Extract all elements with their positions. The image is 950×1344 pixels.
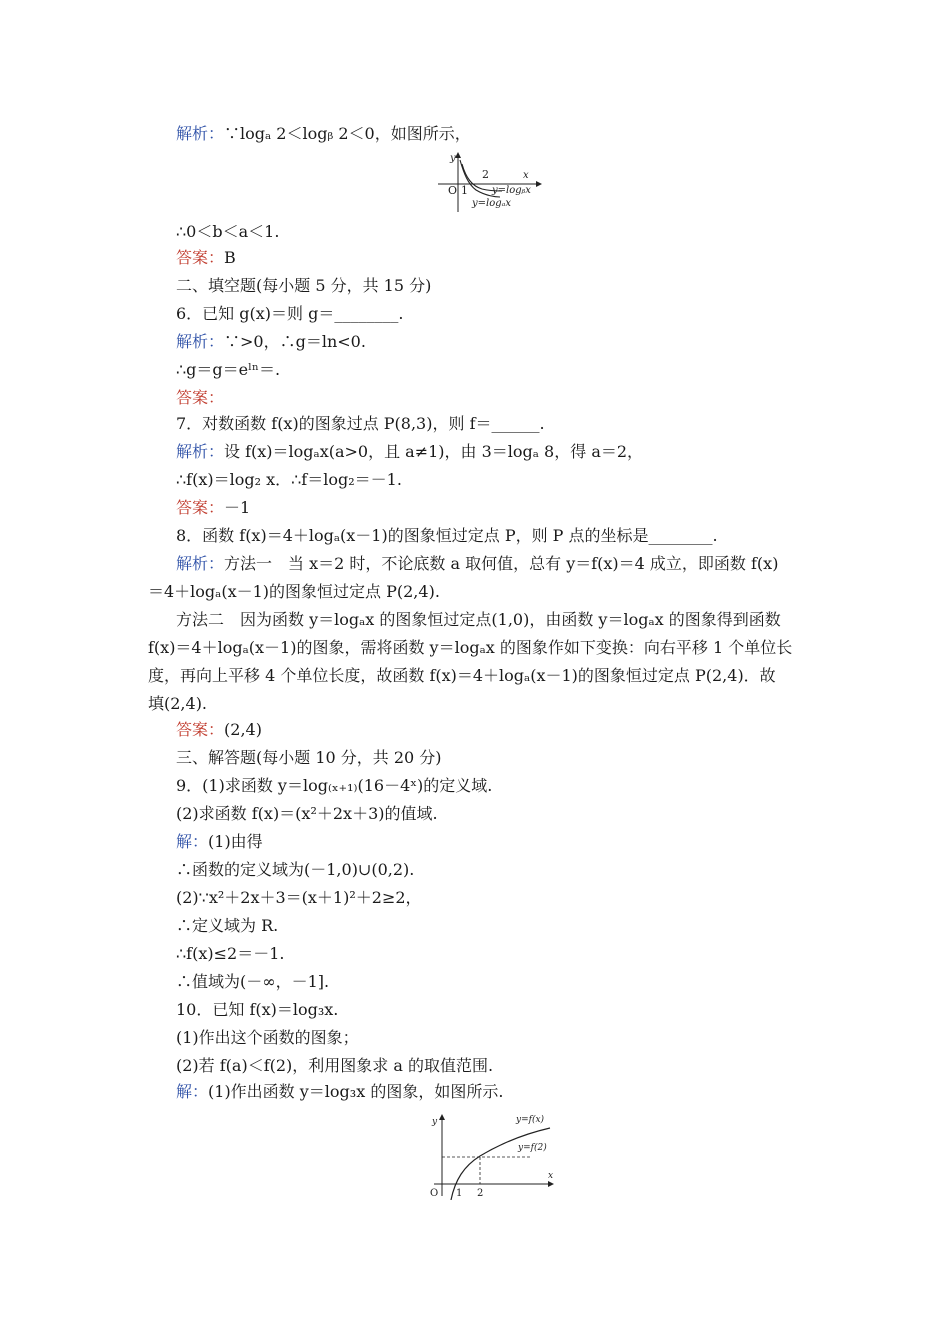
- solution-9-range: ∴值域为(－∞，－1].: [176, 972, 330, 991]
- question-9-2: (2)求函数 f(x)＝(x²＋2x＋3)的值域.: [176, 804, 438, 823]
- x-axis-label: x: [548, 1171, 554, 1181]
- analysis-line-6b: ∴g＝g＝eˡⁿ＝.: [176, 360, 281, 379]
- answer-line-5: 答案：B: [176, 248, 236, 267]
- answer-line-8: 答案：(2,4): [176, 720, 262, 739]
- section-2-heading: 二、填空题(每小题 5 分，共 15 分): [176, 276, 432, 295]
- analysis-label: 解析：: [176, 124, 225, 143]
- solution-label: 解：: [176, 1082, 209, 1101]
- solution-line-10: 解：(1)作出函数 y＝log₃x 的图象，如图所示.: [176, 1082, 504, 1101]
- question-8: 8．函数 f(x)＝4＋logₐ(x－1)的图象恒过定点 P，则 P 点的坐标是________.: [176, 526, 718, 545]
- analysis-line-8: 解析：方法一 当 x＝2 时，不论底数 a 取何值，总有 y＝f(x)＝4 成立，即函数 f(x): [176, 554, 779, 573]
- solution-9-step-3: ∴定义域为 R.: [176, 916, 279, 935]
- answer-line-7: 答案：－1: [176, 498, 251, 517]
- answer-label: 答案：: [176, 498, 225, 517]
- x-axis-label: x: [523, 170, 529, 181]
- tick-2: 2: [477, 1188, 484, 1199]
- solution-9-step-4: ∴f(x)≤2＝－1.: [176, 944, 285, 963]
- method-2-line-4: 填(2,4).: [148, 694, 208, 713]
- origin-label: O: [430, 1188, 439, 1199]
- section-3-heading: 三、解答题(每小题 10 分，共 20 分): [176, 748, 442, 767]
- analysis-label: 解析：: [176, 442, 225, 461]
- conclusion-line: ∴0＜b＜a＜1.: [176, 222, 280, 241]
- curve-b-label: y=logᵦx: [492, 185, 531, 196]
- level-label: y=f(2): [518, 1143, 547, 1153]
- analysis-line-1: 解析：∵logₐ 2＜logᵦ 2＜0，如图所示，: [176, 124, 471, 143]
- x-axis-arrow: [536, 181, 542, 187]
- analysis-line-6: 解析：∵>0，∴g＝ln<0.: [176, 332, 366, 351]
- question-10-1: (1)作出这个函数的图象；: [176, 1028, 359, 1047]
- figure-1-log-curves: [436, 150, 546, 214]
- question-7: 7．对数函数 f(x)的图象过点 P(8,3)，则 f＝______.: [176, 414, 545, 433]
- answer-label: 答案：: [176, 720, 225, 739]
- question-6: 6．已知 g(x)＝则 g＝________.: [176, 304, 404, 323]
- solution-9-step-2: (2)∵x²＋2x＋3＝(x＋1)²＋2≥2，: [176, 888, 422, 907]
- method-2-line-1: 方法二 因为函数 y＝logₐx 的图象恒过定点(1,0)，由函数 y＝logₐx 的图象得到函数: [176, 610, 781, 629]
- x-axis-arrow: [548, 1181, 554, 1187]
- answer-line-6: [176, 388, 224, 408]
- question-10: 10．已知 f(x)＝log₃x.: [176, 1000, 339, 1019]
- solution-label: 解：: [176, 832, 209, 851]
- analysis-label: 解析：: [176, 554, 225, 573]
- question-9-1: 9．(1)求函数 y＝log₍ₓ₊₁₎(16－4ˣ)的定义域.: [176, 776, 493, 795]
- tick-1: 1: [461, 184, 468, 197]
- curve-label: y=f(x): [516, 1115, 545, 1125]
- analysis-line-7: 解析：设 f(x)＝logₐx(a>0，且 a≠1)，由 3＝logₐ 8，得 a＝2，: [176, 442, 644, 461]
- curve-a-label: y=logₐx: [472, 198, 512, 209]
- y-axis-label: y: [450, 153, 456, 164]
- y-axis-arrow: [455, 152, 461, 158]
- log3-curve: [451, 1128, 550, 1200]
- figure-2-log3-graph: [420, 1108, 560, 1200]
- method-2-line-3: 度，再向上平移 4 个单位长度，故函数 f(x)＝4＋logₐ(x－1)的图象恒过定点 P(2,4)．故: [148, 666, 776, 685]
- answer-label: 答案：: [176, 248, 225, 267]
- solution-9-domain: ∴函数的定义域为(－1,0)∪(0,2).: [176, 860, 415, 879]
- method-2-line-2: f(x)＝4＋logₐ(x－1)的图象，需将函数 y＝logₐx 的图象作如下变换：向右平移 1 个单位长: [148, 638, 793, 657]
- origin-label: O: [448, 184, 458, 197]
- question-10-2: (2)若 f(a)＜f(2)，利用图象求 a 的取值范围.: [176, 1056, 494, 1075]
- analysis-line-8b: ＝4＋logₐ(x－1)的图象恒过定点 P(2,4).: [148, 582, 440, 601]
- analysis-line-7b: ∴f(x)＝log₂ x．∴f＝log₂＝－1.: [176, 470, 402, 489]
- answer-label: 答案：: [176, 388, 225, 407]
- y-axis-arrow: [439, 1114, 445, 1120]
- y-axis-label: y: [432, 1117, 438, 1127]
- tick-2: 2: [482, 168, 489, 181]
- solution-line-9: 解：(1)由得: [176, 832, 263, 851]
- analysis-label: 解析：: [176, 332, 225, 351]
- tick-1: 1: [456, 1188, 463, 1199]
